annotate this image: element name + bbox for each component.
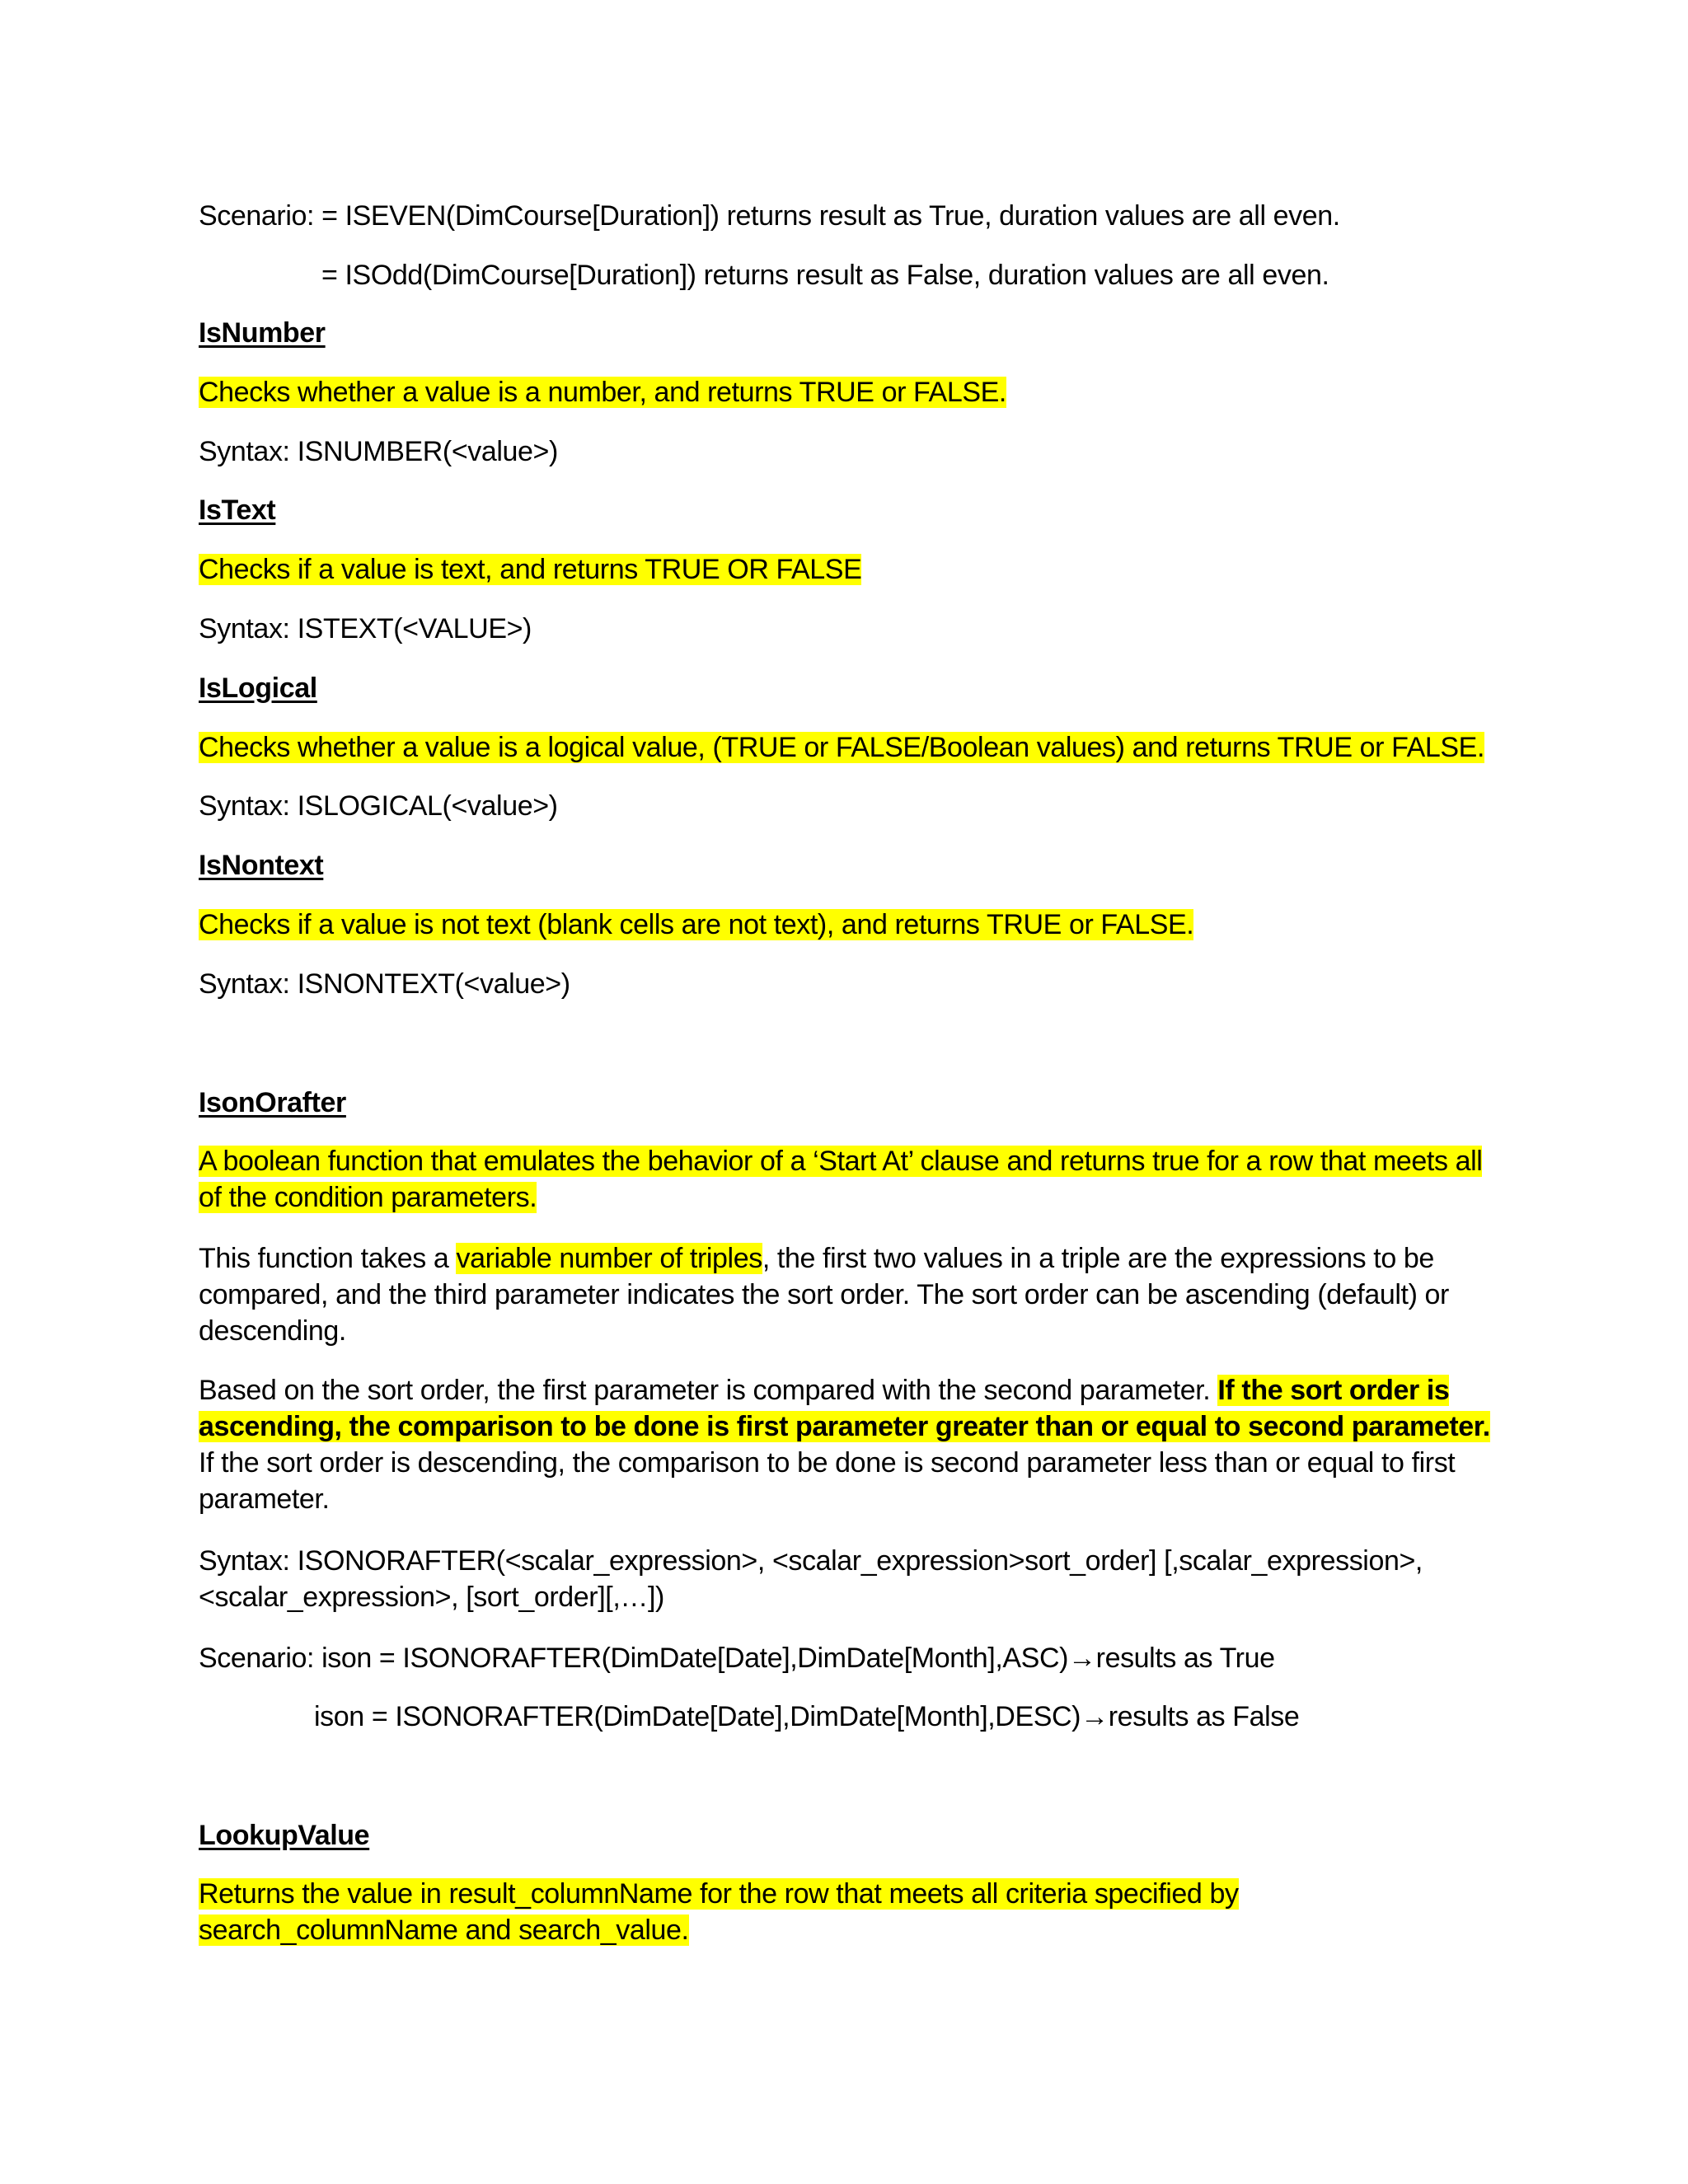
isonorafter-scenario-2 — [314, 1699, 1299, 1735]
isonorafter-paragraph-1 — [199, 1240, 1501, 1349]
lookupvalue-description-text: Returns the value in result_columnName for the row that meets all criteria specified by search_columnName and search_value. — [199, 1878, 1239, 1946]
isonorafter-scenario-1-result: results as True — [1095, 1643, 1275, 1674]
isnumber-syntax: Syntax: ISNUMBER(<value>) — [199, 436, 558, 467]
arrow-right-icon: → — [1068, 1643, 1096, 1674]
isnumber-description — [199, 374, 1006, 410]
islogical-syntax: Syntax: ISLOGICAL(<value>) — [199, 790, 558, 822]
lookupvalue-heading: LookupValue — [199, 1820, 370, 1851]
scenario-isodd-line: = ISOdd(DimCourse[Duration]) returns result as False, duration values are all even. — [321, 260, 1329, 291]
lookupvalue-description — [199, 1876, 1353, 1948]
arrow-right-icon: → — [1081, 1701, 1109, 1732]
isnumber-heading: IsNumber — [199, 317, 326, 349]
isonorafter-paragraph-2 — [199, 1372, 1501, 1517]
isonorafter-p2-bold: If the sort order is ascending, the comparison to be done is first parameter greater than or equal to second parameter. — [199, 1375, 1490, 1442]
isonorafter-p1-highlight: variable number of triples — [456, 1243, 762, 1274]
istext-heading: IsText — [199, 494, 276, 526]
isonorafter-scenario-2-result: results as False — [1108, 1701, 1300, 1732]
isonorafter-p2-after: If the sort order is descending, the comparison to be done is second parameter less than or equal to first parameter. — [199, 1447, 1456, 1515]
isnontext-description-text: Checks if a value is not text (blank cells are not text), and returns TRUE or FALSE. — [199, 909, 1194, 940]
isonorafter-description-text: A boolean function that emulates the behavior of a ‘Start At’ clause and returns true for a row that meets all of the condition parameters. — [199, 1146, 1483, 1213]
islogical-heading: IsLogical — [199, 673, 317, 704]
isnontext-description — [199, 907, 1193, 943]
istext-description — [199, 551, 861, 588]
isnontext-syntax: Syntax: ISNONTEXT(<value>) — [199, 968, 570, 1000]
scenario-iseven-line: Scenario: = ISEVEN(DimCourse[Duration]) returns result as True, duration values are all even. — [199, 200, 1340, 232]
isnontext-heading: IsNontext — [199, 850, 324, 881]
islogical-description — [199, 729, 1484, 766]
isonorafter-scenario-2-prefix: ison = ISONORAFTER(DimDate[Date],DimDate[Month],DESC) — [314, 1701, 1081, 1732]
isonorafter-p2-before: Based on the sort order, the first parameter is compared with the second parameter. — [199, 1375, 1218, 1406]
isonorafter-p1-after: , the first two values in a triple are the expressions to be compared, and the third parameter indicates the sort order. The sort order can be ascending (default) or descending. — [199, 1243, 1449, 1347]
isonorafter-description — [199, 1143, 1501, 1216]
istext-description-text: Checks if a value is text, and returns TRUE OR FALSE — [199, 554, 862, 585]
isonorafter-p1-before: This function takes a — [199, 1243, 457, 1274]
isonorafter-heading: IsonOrafter — [199, 1087, 346, 1118]
isonorafter-syntax: Syntax: ISONORAFTER(<scalar_expression>, <scalar_expression>sort_order] [,scalar_expression>, <scalar_expression>, [sort_order][,…]) — [199, 1545, 1423, 1613]
isnumber-description-text: Checks whether a value is a number, and returns TRUE or FALSE. — [199, 377, 1006, 408]
isonorafter-scenario-1 — [199, 1640, 1275, 1676]
islogical-description-text: Checks whether a value is a logical value, (TRUE or FALSE/Boolean values) and returns TRUE or FALSE. — [199, 732, 1485, 763]
istext-syntax: Syntax: ISTEXT(<VALUE>) — [199, 613, 532, 644]
isonorafter-scenario-1-prefix: Scenario: ison = ISONORAFTER(DimDate[Date],DimDate[Month],ASC) — [199, 1643, 1069, 1674]
